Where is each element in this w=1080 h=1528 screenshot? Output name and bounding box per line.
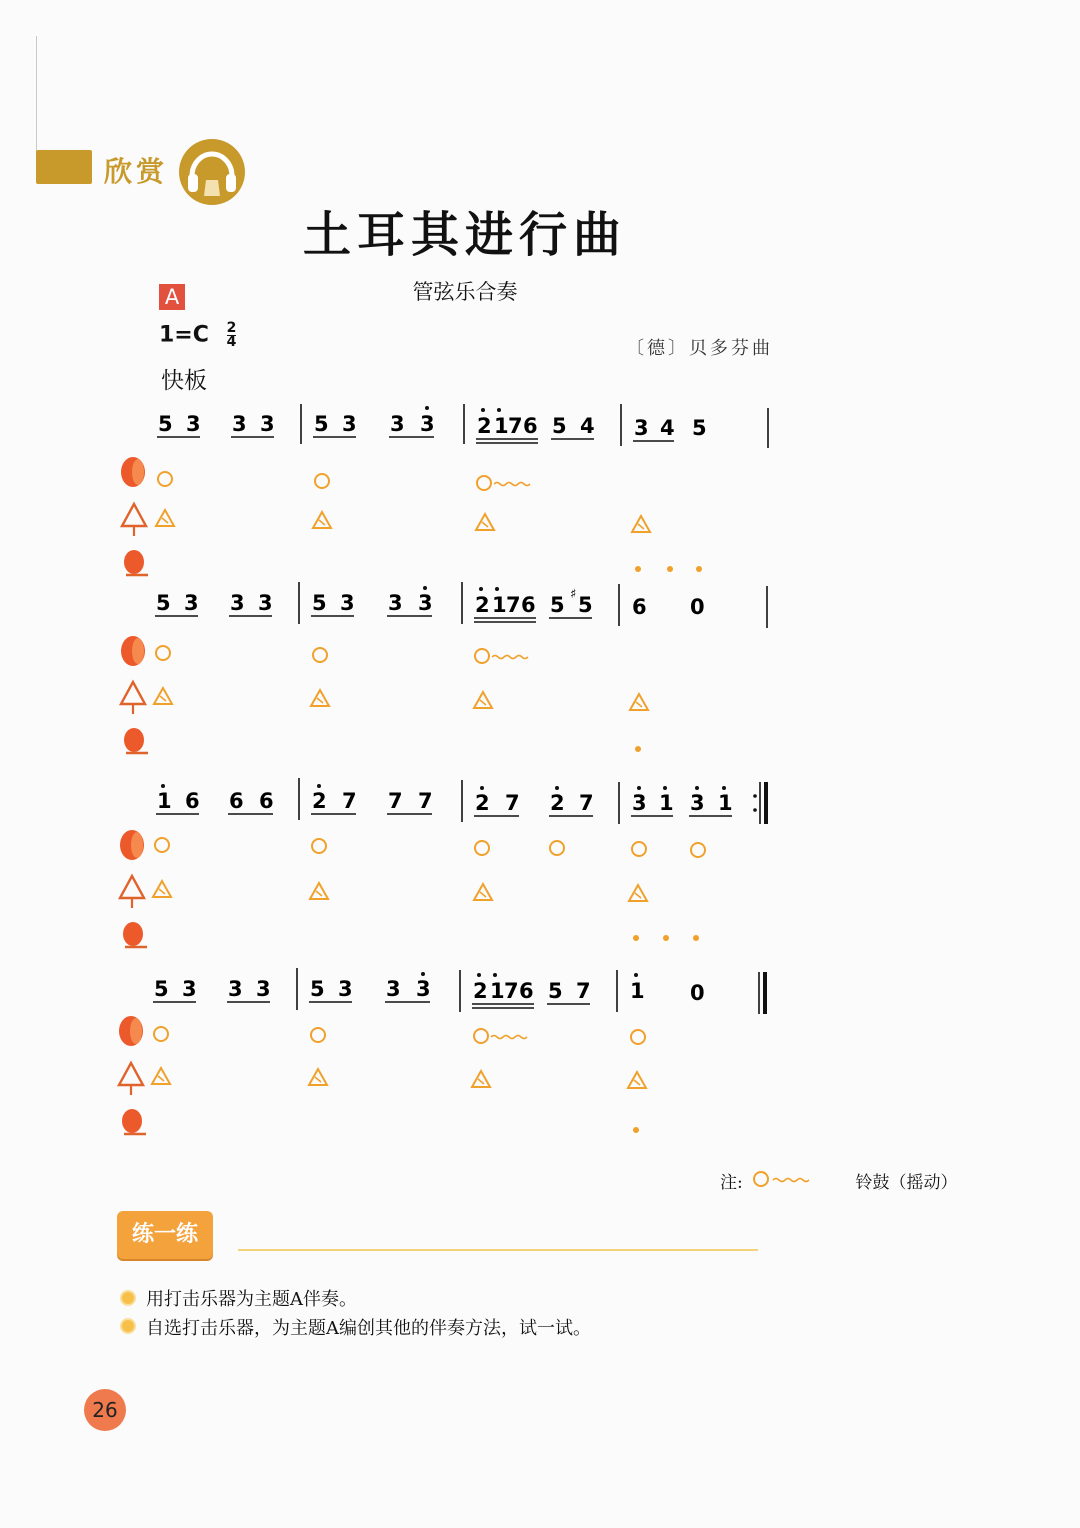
note: 5 xyxy=(314,412,329,436)
note: 3 xyxy=(418,591,433,615)
note: 7 xyxy=(504,979,519,1003)
section-a-marker: A xyxy=(159,284,185,310)
practice-divider xyxy=(238,1249,758,1251)
note: 6 xyxy=(521,593,536,617)
note: 3 xyxy=(338,977,353,1001)
time-signature-top: 2 xyxy=(226,320,237,336)
tambourine-icon xyxy=(121,457,145,487)
note: 3 xyxy=(632,791,647,815)
triangle-icon xyxy=(120,876,144,908)
note: 4 xyxy=(660,416,675,440)
note: 1 xyxy=(718,791,733,815)
note: 5 xyxy=(310,977,325,1001)
note: 6 xyxy=(519,979,534,1003)
triangle-icon xyxy=(121,682,145,714)
practice-badge: 练一练 xyxy=(117,1211,213,1259)
note: 5 xyxy=(550,593,565,617)
time-signature-bottom: 4 xyxy=(226,334,237,350)
note: 7 xyxy=(418,789,433,813)
note: 3 xyxy=(386,977,401,1001)
note: 3 xyxy=(258,591,273,615)
note: 2 xyxy=(475,593,490,617)
note: 3 xyxy=(230,591,245,615)
note: 2 xyxy=(477,414,492,438)
maracas-icon xyxy=(123,922,147,947)
tambourine-icon xyxy=(121,636,145,666)
note: 3 xyxy=(390,412,405,436)
note: 0 xyxy=(690,981,705,1005)
note: 3 xyxy=(184,591,199,615)
key-signature: 1=C xyxy=(159,322,209,348)
note: 3 xyxy=(420,412,435,436)
note: 3 xyxy=(416,977,431,1001)
note: 1 xyxy=(494,414,509,438)
note: 6 xyxy=(632,595,647,619)
song-title: 土耳其进行曲 xyxy=(302,207,627,263)
note: 7 xyxy=(505,791,520,815)
note: 3 xyxy=(186,412,201,436)
composer: 〔德〕贝多芬曲 xyxy=(626,338,773,359)
page-number: 26 xyxy=(84,1389,126,1431)
svg-text:♯: ♯ xyxy=(570,587,577,602)
note: 7 xyxy=(388,789,403,813)
note: 5 xyxy=(158,412,173,436)
score-row-1 xyxy=(121,404,768,575)
note: 7 xyxy=(506,593,521,617)
note: 7 xyxy=(579,791,594,815)
score-row-3 xyxy=(120,778,768,947)
note: 2 xyxy=(312,789,327,813)
song-subtitle: 管弦乐合奏 xyxy=(412,280,518,304)
note: 3 xyxy=(256,977,271,1001)
maracas-icon xyxy=(124,550,148,575)
note: 7 xyxy=(342,789,357,813)
score-row-4 xyxy=(119,968,767,1134)
note: 2 xyxy=(550,791,565,815)
note: 1 xyxy=(659,791,674,815)
note: 2 xyxy=(475,791,490,815)
legend-prefix: 注: xyxy=(720,1173,743,1193)
legend-text: 铃鼓（摇动） xyxy=(855,1173,958,1193)
tambourine-icon xyxy=(120,830,144,860)
triangle-icon xyxy=(119,1063,143,1095)
note: 4 xyxy=(580,414,595,438)
note: 5 xyxy=(548,979,563,1003)
note: 6 xyxy=(185,789,200,813)
triangle-icon xyxy=(122,504,146,536)
note: 2 xyxy=(473,979,488,1003)
bullet-icon xyxy=(120,1290,136,1306)
practice-item-1: 用打击乐器为主题A伴奏。 xyxy=(146,1289,357,1310)
note: 3 xyxy=(388,591,403,615)
score-row-2 xyxy=(121,582,767,753)
bullet-icon xyxy=(120,1318,136,1334)
note: 5 xyxy=(692,416,707,440)
note: 3 xyxy=(342,412,357,436)
practice-item-2: 自选打击乐器，为主题A编创其他的伴奏方法，试一试。 xyxy=(146,1318,591,1339)
note: 6 xyxy=(523,414,538,438)
maracas-icon xyxy=(124,728,148,753)
note: 5 xyxy=(552,414,567,438)
legend xyxy=(720,1168,958,1193)
note: 7 xyxy=(576,979,591,1003)
tambourine-icon xyxy=(119,1016,143,1046)
note: 3 xyxy=(182,977,197,1001)
note: 1 xyxy=(630,979,645,1003)
note: 3 xyxy=(232,412,247,436)
note: 5 xyxy=(154,977,169,1001)
note: 6 xyxy=(229,789,244,813)
section-label: 欣赏 xyxy=(104,155,169,188)
note: 1 xyxy=(492,593,507,617)
note: 6 xyxy=(259,789,274,813)
note: 3 xyxy=(260,412,275,436)
note: 3 xyxy=(228,977,243,1001)
note: 1 xyxy=(157,789,172,813)
note: 3 xyxy=(340,591,355,615)
note: 7 xyxy=(508,414,523,438)
note: 1 xyxy=(490,979,505,1003)
note: 3 xyxy=(690,791,705,815)
note: 3 xyxy=(634,416,649,440)
note: 5 xyxy=(578,593,593,617)
tempo-marking: 快板 xyxy=(161,368,207,394)
note: 0 xyxy=(690,595,705,619)
maracas-icon xyxy=(122,1109,146,1134)
note: 5 xyxy=(312,591,327,615)
note: 5 xyxy=(156,591,171,615)
